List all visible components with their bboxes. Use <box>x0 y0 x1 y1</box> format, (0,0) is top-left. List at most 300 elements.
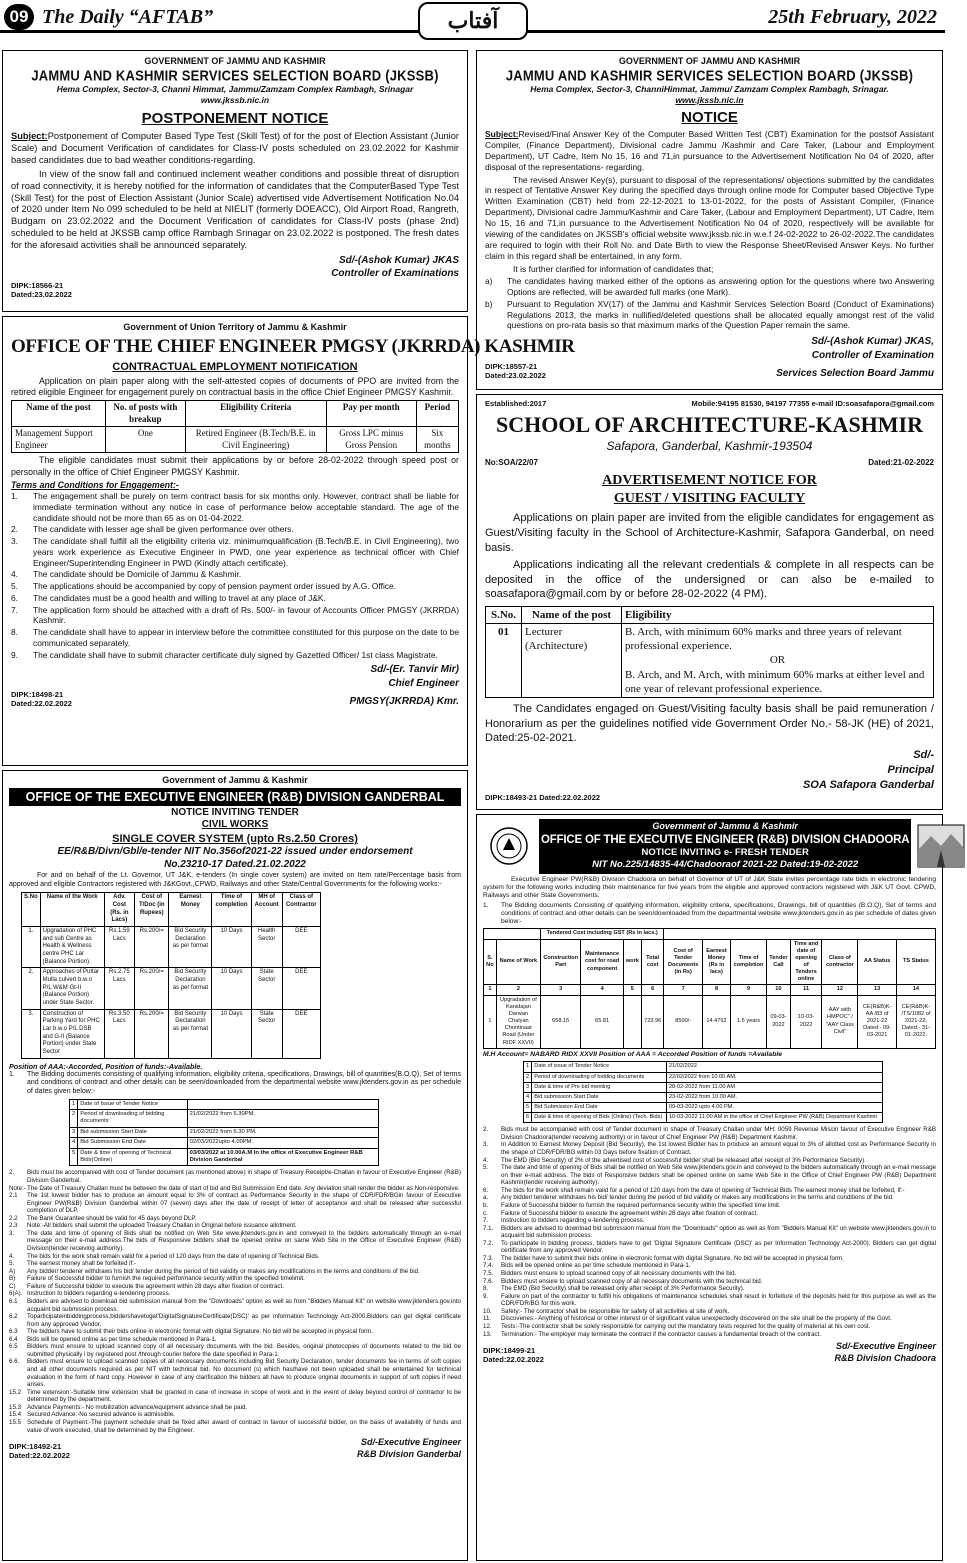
item-number: A) <box>9 1267 16 1275</box>
table-row <box>486 624 934 697</box>
schedule-cell: Date & time of opening of Technical Bids(Online) <box>78 1148 187 1166</box>
list-item <box>11 605 459 627</box>
item-text: The bidders have to submit their bids online in electronic format with digital Signature. No bid will be accepted in physical form. <box>27 1328 373 1336</box>
item-text: Instruction to bidders regarding e-tendering process. <box>501 1217 645 1225</box>
item-number: 9. <box>483 1292 489 1300</box>
list-item <box>9 1336 461 1344</box>
list-item <box>9 1328 461 1336</box>
list-item <box>9 1419 461 1434</box>
schedule-cell: 3 <box>524 1082 532 1092</box>
list-item <box>483 1331 936 1339</box>
item-text: The 1st lowest bidder has to produce an amount equal to 3% of contract as Performance Security in the shape of CDR/FDR/BGin favour of Executive Engineer PW(R&B) Division Ganderbal within 07 (seven) days after the date of receipt of letter of acceptance and shall be released after successful completion of DLP. <box>27 1192 461 1215</box>
table-cell: Lecturer (Architecture) <box>522 624 622 697</box>
list-item <box>9 1192 461 1215</box>
notice-body: The revised Answer Key(s), pursuant to disposal of the representations/ objections submitted by the candidates in respect of Tentative Answer Key during the specified days through online mode for Computer based Objective Type Written Examination (CBT) held from 22-12-2021 to 13-01-2022, for the posts of Assistant Compiler, (Finance Department), Divisional cadre Jammu/Kashmir and Care Taker, (Labour and Employment Department), UT Cadre, Item No 15, 16 and 71,in pursuance to the Advertisement Notification No 04 of 2020, respectively will be available for viewing of the candidates on JKSSB's official website www.jkssb.nic.in w.e.f 24-02-2022 to 26-02-2022.The candidates are required to login with their Roll No. and Date Birth to view the Response Sheet/Revised Answer Keys. No further claim in this regard shall be entertained, in any form. <box>485 174 934 261</box>
schedule-cell: 2 <box>524 1072 532 1082</box>
item-number: 2.1 <box>9 1192 18 1200</box>
signature-name: Sd/-(Er. Tanvir Mir) <box>370 664 459 676</box>
signature-office: PMGSY(JKRRDA) Kmr. <box>349 695 459 707</box>
table-row <box>22 926 321 967</box>
table-cell: Retired Engineer (B.Tech/B.E. in Civil Engineering) <box>185 427 326 453</box>
para-submission: Applications indicating all the relevant credentials & complete in all respects can be deposited in the office of the undersigned or can also be e-mailed to soasafapora@gmail.com by or before 28-02-2022 (4 PM). <box>485 558 934 601</box>
schedule-cell: 1 <box>70 1099 78 1109</box>
table-header: AA Status <box>858 939 896 985</box>
item-number: 2.3 <box>9 1222 18 1230</box>
table-header-row <box>484 939 936 985</box>
item-text: The bids for the work shall remain valid for a period of 120 days from the date of opening of Technical Bids. <box>27 1252 320 1260</box>
signature-designation: Controller of Examination <box>811 349 934 361</box>
table-cell: Rs.1.59 Lacs <box>104 926 134 967</box>
column-number: 2 <box>496 985 540 995</box>
table-cell: 8500/- <box>664 995 703 1048</box>
schedule-cell: 23-02-2022 from 10.00 AM. <box>666 1092 882 1102</box>
schedule-cell: Period of downloading of bidding documents <box>532 1072 667 1082</box>
list-item <box>483 1262 936 1270</box>
table-cell: Rs.2.75 Lacs <box>104 968 134 1009</box>
table-header: Name of Work <box>496 939 540 985</box>
schedule-cell: Bid submission Start Date <box>532 1092 667 1102</box>
eligibility-option-2: B. Arch, and M. Arch, with minimum 60% marks at either level and one year of relevant professional experience. <box>625 668 925 695</box>
dipk-number: DIPK:18493-21 Dated:22.02.2022 <box>485 792 601 802</box>
list-item <box>11 569 459 580</box>
item-number: 12. <box>483 1322 492 1330</box>
item-number: 6(A). <box>9 1290 23 1298</box>
table-cell: Rs.200/= <box>135 968 169 1009</box>
table-cell: 09-03-2022 <box>767 995 791 1048</box>
item-number: 15.4 <box>9 1411 22 1419</box>
board-website: www.jkssb.nic.in <box>675 95 744 106</box>
item-text: Pursuant to Regulation XV(17) of the Jammu and Kashmir Services Selection Board (Conduct of Examinations) Regulations 2013, the marks in nullified/deleted questions shall be allocated equally amongst rest of the valid questions on pro-rata basis so that maximum marks of the Question Paper remain the same. <box>507 298 934 331</box>
item-number: 8. <box>11 627 18 638</box>
item-number: 4. <box>9 1252 15 1260</box>
mh-account: M.H Account= NABARD RIDX XXVII Position of AAA = Accorded Position of funds =Available <box>483 1050 783 1058</box>
list-item <box>11 536 459 568</box>
chadoora-tender-notice <box>476 814 943 1561</box>
govt-line: Government of Union Territory of Jammu & Kashmir <box>123 322 347 332</box>
list-item <box>9 1298 461 1313</box>
table-header: Cost of Tender Documents (in Rs) <box>664 939 703 985</box>
item-text: The engagement shall be purely on term contract basis for six months only. However, contract shall be liable for immediate termination without any notice in case of performance below acceptable standard. The age of the candidate should not be more than 65 as on 01-04-2022. <box>33 491 459 523</box>
schedule-cell: Date of issue of Tender Notice <box>532 1062 667 1072</box>
item-number: 3. <box>483 1141 489 1149</box>
notification-title: CONTRACTUAL EMPLOYMENT NOTIFICATION <box>112 360 358 373</box>
list-item <box>11 650 459 661</box>
column-number: 5 <box>623 985 641 995</box>
table-cell: 10 Days <box>212 926 251 967</box>
dipk-number: DIPK:18566-21 <box>11 280 64 290</box>
list-item <box>11 581 459 592</box>
eligibility-cell <box>622 624 934 697</box>
contact-text: Mobile:94195 81530, 94197 77355 e-mail ID:soasafapora@gmail.com <box>691 399 934 408</box>
schedule-table <box>69 1099 379 1167</box>
ganderbal-tender-notice <box>2 770 468 1561</box>
terms-list <box>11 491 459 660</box>
table-cell: 10-03-2022 <box>790 995 822 1048</box>
jkssb-postponement-notice <box>2 50 468 312</box>
item-number: 3. <box>11 536 18 547</box>
soa-faculty-notice <box>476 394 943 810</box>
schedule-cell: Date & time of Pre bid meeting <box>532 1082 667 1092</box>
table-row <box>484 995 936 1048</box>
list-item <box>11 524 459 535</box>
schedule-cell: Date & time of opening of Bids (Online) (Tech. Bids) <box>532 1113 667 1123</box>
item-text: Bids must be accompanied with cost of Tender document in shape of Treasury Challan under MH: 0059 Revenue Miscin favour of Executive Engineer R&B Division Chadoora(tender receiving authority) or in favour of Chief Engineer PW (R&B) Department Kashmir. <box>501 1126 936 1141</box>
table-group-row <box>484 929 936 939</box>
table-cell: CE(R&B)K- /TS/1082 of 2021-22, Dated:- 31-01-2022. <box>896 995 935 1048</box>
dipk-date: Dated:23.02.2022 <box>11 289 72 299</box>
list-item <box>9 1230 461 1253</box>
signature-office: Services Selection Board Jammu <box>776 367 934 379</box>
signature-designation: Sd/-Executive Engineer <box>360 1437 461 1448</box>
list-item <box>483 1270 936 1278</box>
office-name: OFFICE OF THE EXECUTIVE ENGINEER (R&B) DIVISION GANDERBAL <box>9 788 461 806</box>
govt-emblem-icon <box>483 819 535 874</box>
table-cell: 10 Days <box>212 968 251 1009</box>
cost-group-header: Tendered Cost including GST (Rs in lacs.) <box>541 929 664 939</box>
item-text: Failure of Successful bidder to execute the agreement within 28 days after fixation of contract. <box>501 1209 758 1217</box>
cover-system: SINGLE COVER SYSTEM (upto Rs.2.50 Crores) <box>112 833 358 846</box>
schedule-cell: 09-03-2022 upto 4.00 PM. <box>666 1103 882 1113</box>
list-item <box>9 1404 461 1412</box>
table-cell: Upgradation of PHC and sub Centre as Health & Wellness centre PHC Lar (Balance Portion). <box>40 926 104 967</box>
list-item <box>9 1313 461 1328</box>
item-text: The date and time of opening of Bids shall be notified on Web Site www.jktenders.gov.in and conveyed to the bidders automatically through an e-mail message on their e-mail address.The bids of Responsive bidders shall be opened online on same Web Site in the Office of Executive Engineer (R&B) Division(tender receiving authority). <box>27 1229 461 1252</box>
table-cell: State Sector <box>251 968 282 1009</box>
table-cell: 10 Days <box>212 1009 251 1058</box>
submission-text: The eligible candidates must submit their applications by or before 28-02-2022 through speed post or personally in the office of Chief Engineer PMGSY Kashmir. <box>11 455 459 477</box>
schedule-row <box>524 1072 883 1082</box>
table-header: No. of posts with breakup <box>105 401 185 427</box>
item-text: Advance Payments:- No mobilization advance/equipment advance shall be paid. <box>27 1403 248 1411</box>
nit-reference: NIT No.225/14835-44/Chadooraof 2021-22 Dated:19-02-2022 <box>592 859 859 871</box>
item-number: 7.2. <box>483 1239 494 1247</box>
item-text: Bidders must ensure to upload scanned copy of all necessary documents with the bid. Besides, original photocopies of documents related to the bid be submitted physically l by registered post /through courier before the date specified in Para-1. <box>27 1343 461 1358</box>
item-text: Bids must be accompanied with cost of Tender document (as mentioned above) in shape of Treasury Receipt/e-Challan in favour of Executive Engineer (R&B) Division Ganderbal. <box>27 1169 461 1184</box>
intro-text: Application on plain paper along with the self-attested copies of documents of PPO are invited from the retired eligible Engineer for engagement purely on contractual basis in the office Chief Engineer PMGSY Kashmir. <box>11 375 459 398</box>
item-text: The candidate shall have to submit character certificate duly signed by Gazetted Officer/ 1st class Magistrate. <box>33 649 438 660</box>
column-number: 12 <box>822 985 858 995</box>
column-number: 8 <box>702 985 730 995</box>
item-text: Failure on part of the contractor to fulfill his obligations of maintenance schedules shall result in forfeiture of the deposits held for this purpose as well as the CDR/FDR/BG for this work. <box>501 1292 936 1308</box>
schedule-cell: 4 <box>70 1138 78 1148</box>
schedule-row <box>70 1099 379 1109</box>
item-text: Toparticipateinbiddingprocess,biddershavetoget'DigitalSignatureCertificate(DSC)' as per information Technology Act-2000.Bidders can get digital certificate from any approved Vendor. <box>27 1313 461 1328</box>
board-website: www.jkssb.nic.in <box>200 95 270 106</box>
board-address: Hema Complex, Sector-3, ChanniHimmat, Jammu/ Zamzam Complex Rambagh, Srinagar. <box>530 84 889 95</box>
signature-designation: Chief Engineer <box>388 677 459 689</box>
item-number: 11. <box>483 1315 492 1323</box>
item-number: 15.5 <box>9 1418 22 1426</box>
table-header: Class of Contractor <box>282 893 320 927</box>
item-text: To participate in bidding process, bidders have to get 'Digital Signature Certificate (DSC)' as per Information Technology Act-2000). Bidders can get digital certificate from any approved Vendor. <box>501 1239 936 1255</box>
bidding-documents-text: The Bidding documents Consisting of qualifying information, eligibility criteria, specifications, Drawings, bill of quantities (B.O.Q), Set of terms and conditions of contract and other details can be seen/downloaded from the departmental website www.jktenders.gov.in as per schedule of dates given below:- <box>501 902 936 926</box>
list-item <box>9 1215 461 1223</box>
table-cell: Gross LPC minus Gross Pension <box>326 427 416 453</box>
item-text: The bids for the work shall remain valid for a period of 120 days from the date of opening of Technical Bids The earnest money shall be forfeited, If:- <box>501 1186 905 1194</box>
schedule-row <box>70 1127 379 1137</box>
subject-text: Revised/Final Answer Key of the Computer Based Written Test (CBT) Examination for the postsof Assistant Compiler, (Finance Department), Divisional cadre Jammu /Kashmir and Care Taker, (Labour and Employment Department), UT Cadre, Item No 15, 16 and 71,in pursuance to the Advertisement Notification No 04 of 2020, after disposal of the representations- regarding. <box>485 129 934 172</box>
column-number-row <box>484 985 936 995</box>
established-text: Established:2017 <box>485 399 547 408</box>
signature-name: Sd/-(Ashok Kumar) JKAS <box>338 254 459 266</box>
issue-date: 25th February, 2022 <box>768 6 937 28</box>
nit-reference-date: No.23210-17 Dated.21.02.2022 <box>164 858 306 870</box>
item-text: Any bidder/ tenderer withdraws his bid/ tender during the period of bid validity or makes any modifications in the terms and conditions of the bid. <box>27 1267 420 1275</box>
list-item <box>483 1126 936 1141</box>
item-number: 1. <box>11 491 18 502</box>
signature-designation: Principal <box>887 764 934 777</box>
list-item <box>483 1240 936 1255</box>
item-number: 6.3 <box>9 1328 18 1336</box>
item-text: The application form should be attached with a draft of Rs. 500/- in favour of Accounts Officer PMGSY (JKRRDA) Kashmir. <box>33 604 459 626</box>
list-item <box>9 1268 461 1276</box>
schedule-cell: 02/03/2022upto 4.00PM. <box>187 1138 378 1148</box>
schedule-cell: Bid submission Start Date <box>78 1127 187 1137</box>
item-number: 5. <box>483 1164 489 1172</box>
table-cell: Upgradation of Kanidajan Darwan Chalyan Chontinaar Road (Under RIDF XXVII) <box>496 995 540 1048</box>
table-cell: Approaches of Puttar Mulla culvert b.w.o P/L W&M Gt-II (Balance Portion) under State Sector. <box>40 968 104 1009</box>
table-header: Total cost <box>641 939 664 985</box>
subject-text: Postponement of Computer Based Type Test (Skill Test) of for the post of Election Assistant (Junior Scale) and Document Verification of candidates for Class-IV posts scheduled on 23.02.2022 for Kashmir based candidates due to bad weather conditions-regarding. <box>11 131 459 165</box>
govt-line: GOVERNMENT OF JAMMU AND KASHMIR <box>618 56 801 66</box>
clarification-list <box>485 276 934 331</box>
schedule-row <box>70 1109 379 1127</box>
list-item <box>11 627 459 649</box>
list-item <box>483 1157 936 1165</box>
reference-date: Dated:21-02-2022 <box>868 458 934 468</box>
table-header: Eligibility Criteria <box>185 401 326 427</box>
terms-heading: Terms and Conditions for Engagement:- <box>11 479 179 490</box>
office-name: OFFICE OF THE CHIEF ENGINEER PMGSY (JKRRDA) KASHMIR <box>11 335 575 357</box>
table-cell: Bid Security Declaration as per format <box>169 1009 212 1058</box>
list-item <box>483 1217 936 1225</box>
item-text: Schedule of Payment:-The payment schedule shall be fixed after award of contract in favour of successful bidder, on the basis of availability of funds and value of work executed, shall be determined by the Engineer. <box>27 1418 461 1434</box>
subject-label: Subject: <box>11 131 48 142</box>
schedule-cell: Period of downloading of bidding documents <box>78 1109 187 1127</box>
item-number: b. <box>483 1201 489 1209</box>
works-table <box>483 928 936 1048</box>
item-number: 10. <box>483 1307 492 1315</box>
schedule-cell: 5 <box>524 1103 532 1113</box>
list-item <box>483 1255 936 1263</box>
notice-subject <box>11 131 459 167</box>
item-text: Bidders are advised to download bid submission manual from the "Downloads" option as well as from "Bidders Manual Kit" on website www.jktenders.gov.into acquaint bid submission process. <box>27 1297 461 1313</box>
item-text: Failure of Successful bidder to furnish the required performance security within the specified timelimit. <box>27 1275 305 1283</box>
item-text: Failure of Successful bidder to execute the agreement within 28 days after fixation of contract. <box>27 1282 284 1290</box>
item-number: a) <box>485 276 493 287</box>
schedule-cell: 21/02/2022 from 6.30 PM. <box>187 1127 378 1137</box>
civil-works: CIVIL WORKS <box>201 819 269 831</box>
signature-designation: Sd/-Executive Engineer <box>835 1341 936 1352</box>
column-number: 6 <box>641 985 664 995</box>
list-item <box>485 299 934 331</box>
table-cell: 65.81 <box>581 995 623 1048</box>
list-item <box>483 1194 936 1202</box>
schedule-cell: 21/02/2022 from 6.30PM. <box>187 1109 378 1127</box>
table-cell <box>623 995 641 1048</box>
schedule-cell: 03/03/2022 at 10.00A.M In the office of Executive Engineer R&B Division Ganderbal <box>187 1148 378 1166</box>
item-number: 2. <box>11 524 18 535</box>
table-cell: Six months <box>416 427 458 453</box>
table-cell: 723.96 <box>641 995 664 1048</box>
list-item <box>483 1285 936 1293</box>
signature-name: Sd/-(Ashok Kumar) JKAS, <box>811 336 934 348</box>
table-cell: State Sector <box>251 1009 282 1058</box>
intro-text: For and on behalf of the Lt. Governor, UT J&K, e-tenders (In single cover system) are invited on Item rate/Percentage basis from approved and eligible Contractors registered with J&KGovt.,CPWD, Railways and other State/Central Governments for the following works:- <box>9 871 461 888</box>
column-number: 14 <box>896 985 935 995</box>
signature-office: R&B Division Ganderbal <box>356 1449 461 1460</box>
list-item <box>483 1141 936 1156</box>
table-cell: 1 <box>484 995 497 1048</box>
works-table <box>21 892 321 1058</box>
schedule-cell: 1 <box>524 1062 532 1072</box>
list-item <box>9 1260 461 1268</box>
schedule-cell: 4 <box>524 1092 532 1102</box>
notice-title: NOTICE <box>681 108 738 126</box>
table-cell: Rs.200/= <box>135 926 169 967</box>
item-number: 13. <box>483 1330 492 1338</box>
govt-line: Government of Jammu & Kashmir <box>652 821 798 831</box>
schedule-row <box>524 1062 883 1072</box>
schedule-cell: 2 <box>70 1109 78 1127</box>
table-cell: DEE <box>282 1009 320 1058</box>
item-text: Bids will be opened online as per time schedule mentioned in Para-1. <box>27 1335 217 1343</box>
schedule-cell <box>187 1099 378 1109</box>
table-cell: 3. <box>22 1009 41 1058</box>
table-header: Name of the post <box>522 607 622 624</box>
eligibility-table <box>485 606 934 697</box>
table-header: Earnest Money (Rs in lacs) <box>702 939 730 985</box>
nit-title: NOTICE INVITING TENDER <box>171 806 299 818</box>
list-item <box>9 1253 461 1261</box>
para-remuneration: The Candidates engaged on Guest/Visiting faculty basis shall be paid remuneration / Honorarium as per the guidelines notified vide Government Order No.- 58-JK (HE) of 2021, Dated:25-02-2021. <box>485 702 934 745</box>
item-text: Discoveries:- Anything of historical or other interest or of significant value unexpectedly discovered on the site shall be the property of the Govt. <box>501 1315 892 1323</box>
dipk-number: DIPK:18492-21 <box>9 1442 62 1452</box>
table-cell: 1.5 years <box>731 995 767 1048</box>
table-header: TS Status <box>896 939 935 985</box>
item-number: 6.2 <box>9 1313 18 1321</box>
item-text: The earnest money shall be forfeited if:- <box>27 1260 137 1268</box>
table-header: Name of the post <box>12 401 106 427</box>
list-item <box>483 1293 936 1308</box>
terms-list <box>483 1126 936 1338</box>
schedule-table <box>523 1061 883 1123</box>
column-number: 10 <box>767 985 791 995</box>
item-text: The candidate shall fulfill all the eligibility criteria viz. minimumqualification (B.Tech/B.E. in Civil Engineering), two years work experience as Executive Engineer in PWD, one year experience as technical officer with Chief Engineer/Superintending Engineer in PWD (Kindly attach certificate). <box>33 536 459 568</box>
list-item <box>483 1187 936 1195</box>
item-text: Secured Advance:-No secured advance is admissible. <box>27 1411 175 1419</box>
list-item <box>11 491 459 523</box>
signature-designation: Controller of Examinations <box>331 268 459 280</box>
table-header: Time and date of opening of Tenders online <box>790 939 822 985</box>
office-name: OFFICE OF THE EXECUTIVE ENGINEER (R&B) DIVISION CHADOORA <box>541 833 910 846</box>
newspaper-name: The Daily “AFTAB” <box>42 6 214 28</box>
item-number: 15.3 <box>9 1403 22 1411</box>
schedule-cell: 5 <box>70 1148 78 1166</box>
table-cell: DEE <box>282 968 320 1009</box>
list-item <box>9 1411 461 1419</box>
subject-label: Subject: <box>485 129 519 140</box>
page-number: 09 <box>4 4 34 30</box>
item-number: 1. <box>9 1070 15 1078</box>
table-header: Cost of T/Doc (in Rupees) <box>135 893 169 927</box>
item-number: 2.2 <box>9 1214 18 1222</box>
dipk-number: DIPK:18498-21 <box>11 690 64 700</box>
table-row <box>22 1009 321 1058</box>
board-name: JAMMU AND KASHMIR SERVICES SELECTION BOARD (JKSSB) <box>505 66 914 84</box>
list-item <box>483 1164 936 1187</box>
item-text: The bidder have to submit their bids online in electronic format with digital Signature. No bid will be accepted in physical form. <box>501 1254 844 1262</box>
item-text: Time extension:-Suitable time extension shall be granted in case of increase in scope of work and in the event of delay beyond control of contractor to be determined by the department. <box>27 1388 461 1404</box>
table-header-row <box>22 893 321 927</box>
bidding-documents-text: The Bidding documents consisting of qualifying information, eligibility criteria, specifications, Drawings, bill of quantities(B.O.Q), Set of terms and conditions of contract and other details can be seen/downloaded from the departmental website www.jktenders.gov.in as per schedule of dates given below:- <box>27 1070 461 1095</box>
list-item <box>483 1202 936 1210</box>
signature-office: SOA Safapora Ganderbal <box>802 778 934 791</box>
schedule-row <box>524 1092 883 1102</box>
dipk-date: Dated:23.02.2022 <box>485 371 546 381</box>
table-cell: 01 <box>486 624 522 697</box>
aaa-position: Position of AAA:-Accorded, Position of funds:-Available. <box>9 1061 203 1071</box>
item-number: 4. <box>11 569 18 580</box>
nit-reference: EE/R&B/Divn/Gbl/e-tender NIT No.356of2021-22 issued under endorsement <box>57 846 413 858</box>
list-item <box>9 1290 461 1298</box>
item-number: 4. <box>483 1156 489 1164</box>
item-number: b) <box>485 298 493 309</box>
schedule-cell: 10-03-2022 11:00 AM in the office of Chief Engineer PW (R&B) Department Kashmir <box>666 1113 882 1123</box>
table-header: S.No <box>22 893 41 927</box>
item-number: 7.3. <box>483 1254 494 1262</box>
item-number: 7. <box>11 604 18 615</box>
table-header: Name of the Work <box>40 893 104 927</box>
advert-subheading: GUEST / VISITING FACULTY <box>613 491 806 507</box>
table-cell <box>484 929 541 939</box>
item-text: Termination:- The employer may terminate the contract if the contractor causes a fundamental breach of the contract. <box>501 1330 822 1338</box>
schedule-cell: Bid Submission End Date <box>532 1103 667 1113</box>
item-text: Bidders are advised to download bid submission manual from the "Downloads" option as well as from "Bidders Manual Kit" on website www.jktenders.gov.in to acquaint bid submission process. <box>501 1224 936 1240</box>
terms-list <box>9 1169 461 1434</box>
item-text: The date and time of opening of Bids shall be notified on Web Site www.jktenders.gov.in and conveyed to the bidders automatically through an e-mail message on their e-mail address. The bids of Responsive bidders shall be opened online on same Web Site in the Office of Chief Engineer PW (R&B) Department Kashmir(tender receiving authority). <box>501 1164 936 1187</box>
newspaper-logo: آفتاب <box>418 2 528 40</box>
table-header: Maintenance cost for road component <box>581 939 623 985</box>
table-header: Earnest Money <box>169 893 212 927</box>
item-number: 2. <box>483 1126 489 1134</box>
schedule-cell: 28-02-2022 from 11.00 AM <box>666 1082 882 1092</box>
table-header: S. No <box>484 939 497 985</box>
table-cell: Health Sector <box>251 926 282 967</box>
schedule-cell: Date of Issue of Tender Notice <box>78 1099 187 1109</box>
item-number: 7.4. <box>483 1262 494 1270</box>
item-number: 7.6. <box>483 1277 494 1285</box>
item-text: In Addition to Earnest Money Deposit (Bid Security), the 1st lowest Bidder has to produce an amount equal to 3% of allotted cost as Performance Security in the shape of CDR/FDR/BG within 03 Days before fixation of Contract. <box>501 1141 936 1156</box>
item-number: 7. <box>483 1217 489 1225</box>
item-number: c. <box>483 1209 488 1217</box>
table-header: Class of contractor <box>822 939 858 985</box>
item-text: The applications should be accompanied by copy of pension payment order issued by A.G. Office. <box>33 581 396 592</box>
list-item <box>483 1315 936 1323</box>
notice-clarification: It is further clarified for information of candidates that; <box>513 263 714 274</box>
list-item <box>485 276 934 298</box>
notice-title: POSTPONEMENT NOTICE <box>141 109 329 127</box>
list-item <box>9 1169 461 1184</box>
item-number: B) <box>9 1275 16 1283</box>
item-number: 7.1. <box>483 1224 494 1232</box>
govt-line: Government of Jammu & Kashmir <box>162 775 308 785</box>
item-number: 6.1 <box>9 1297 18 1305</box>
dipk-date: Dated:22.02.2022 <box>483 1355 544 1365</box>
item-text: Bids will be opened online as per time schedule mentioned in Para-1. <box>501 1262 691 1270</box>
nit-title: NOTICE INVITING e- FRESH TENDER <box>641 847 809 859</box>
item-number: 6.4 <box>9 1335 18 1343</box>
